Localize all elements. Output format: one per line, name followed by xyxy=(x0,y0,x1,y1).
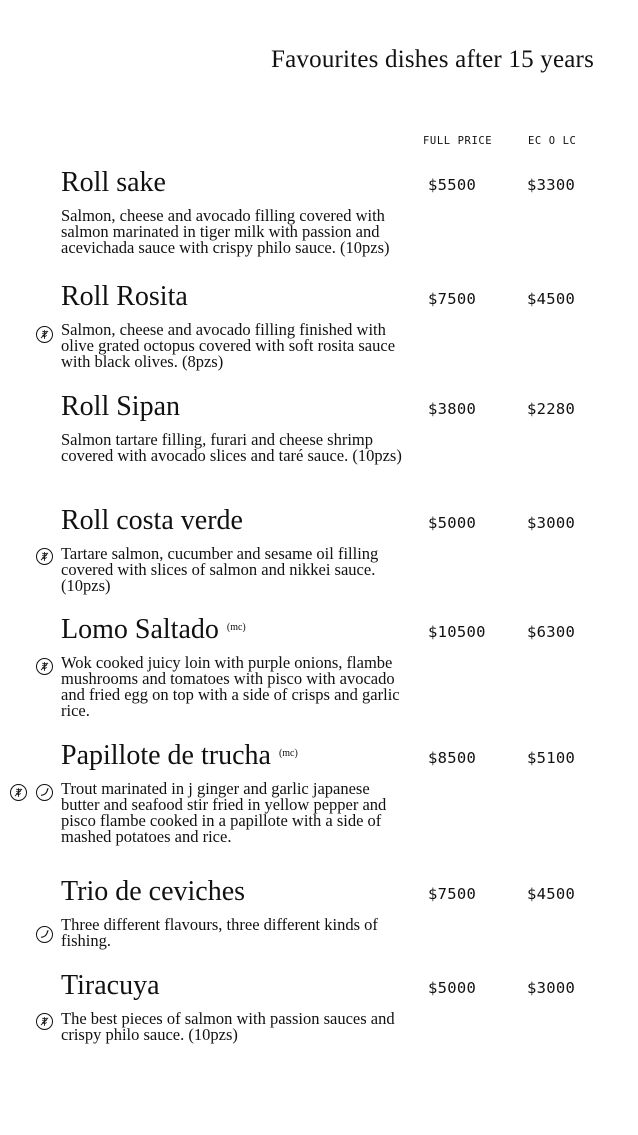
gluten-free-icon xyxy=(36,658,53,675)
ec-price: $3300 xyxy=(527,176,576,194)
dish-name: Tiracuya xyxy=(61,970,160,1001)
dish-description: Salmon tartare filling, furari and cheese shrimp covered with avocado slices and taré sauce. (10pzs) xyxy=(61,430,402,465)
ec-price: $3000 xyxy=(527,979,576,997)
full-price: $5500 xyxy=(428,176,477,194)
gluten-free-icon xyxy=(36,548,53,565)
dish-name xyxy=(61,615,246,645)
column-header-ec-lc: EC O LC xyxy=(528,135,577,147)
spicy-icon xyxy=(36,926,53,943)
ec-price: $3000 xyxy=(527,514,576,532)
dish-description: Three different flavours, three different kinds of fishing. xyxy=(61,915,378,950)
dish-name: Roll Rosita xyxy=(61,281,188,312)
dish-tag: (mc) xyxy=(226,622,246,633)
full-price: $8500 xyxy=(428,749,477,767)
full-price: $3800 xyxy=(428,400,477,418)
ec-price: $5100 xyxy=(527,749,576,767)
dish-description: Wok cooked juicy loin with purple onions, flambe mushrooms and tomatoes with pisco with avocado and fried egg on top with a side of crisps and garlic rice. xyxy=(61,653,400,720)
menu-item xyxy=(0,615,638,725)
menu-item xyxy=(0,392,638,487)
menu-item xyxy=(0,168,638,263)
gluten-free-icon xyxy=(36,326,53,343)
dish-name: Roll costa verde xyxy=(61,505,243,536)
menu-item xyxy=(0,506,638,601)
ec-price: $6300 xyxy=(527,623,576,641)
full-price: $5000 xyxy=(428,979,477,997)
dish-description: Trout marinated in j ginger and garlic japanese butter and seafood stir fried in yellow pepper and pisco flambe cooked in a papillote with a side of mashed potatoes and rice. xyxy=(61,779,387,846)
menu-item xyxy=(0,877,638,957)
dish-description: Salmon, cheese and avocado filling covered with salmon marinated in tiger milk with passion and acevichada sauce with crispy philo sauce. (10pzs) xyxy=(61,206,390,257)
spicy-icon xyxy=(36,784,53,801)
dish-name: Roll sake xyxy=(61,167,166,198)
full-price: $7500 xyxy=(428,885,477,903)
dish-description: The best pieces of salmon with passion sauces and crispy philo sauce. (10pzs) xyxy=(61,1009,395,1044)
menu-item xyxy=(0,741,638,851)
ec-price: $4500 xyxy=(527,885,576,903)
gluten-free-icon xyxy=(10,784,27,801)
dish-description: Salmon, cheese and avocado filling finished with olive grated octopus covered with soft rosita sauce with black olives. (8pzs) xyxy=(61,320,396,371)
ec-price: $4500 xyxy=(527,290,576,308)
ec-price: $2280 xyxy=(527,400,576,418)
page-title: Favourites dishes after 15 years xyxy=(271,46,594,73)
menu-item xyxy=(0,282,638,377)
dish-name-text: Papillote de trucha xyxy=(61,740,271,771)
full-price: $5000 xyxy=(428,514,477,532)
dish-name: Roll Sipan xyxy=(61,391,181,422)
gluten-free-icon xyxy=(36,1013,53,1030)
dish-description: Tartare salmon, cucumber and sesame oil filling covered with slices of salmon and nikkei sauce. (10pzs) xyxy=(61,544,379,595)
menu-item xyxy=(0,971,638,1051)
dish-name: Trio de ceviches xyxy=(61,876,246,907)
dish-name xyxy=(61,741,298,771)
column-header-full-price: FULL PRICE xyxy=(423,135,493,147)
full-price: $7500 xyxy=(428,290,477,308)
full-price: $10500 xyxy=(428,623,486,641)
dish-tag: (mc) xyxy=(278,748,298,759)
dish-name-text: Lomo Saltado xyxy=(61,614,219,645)
